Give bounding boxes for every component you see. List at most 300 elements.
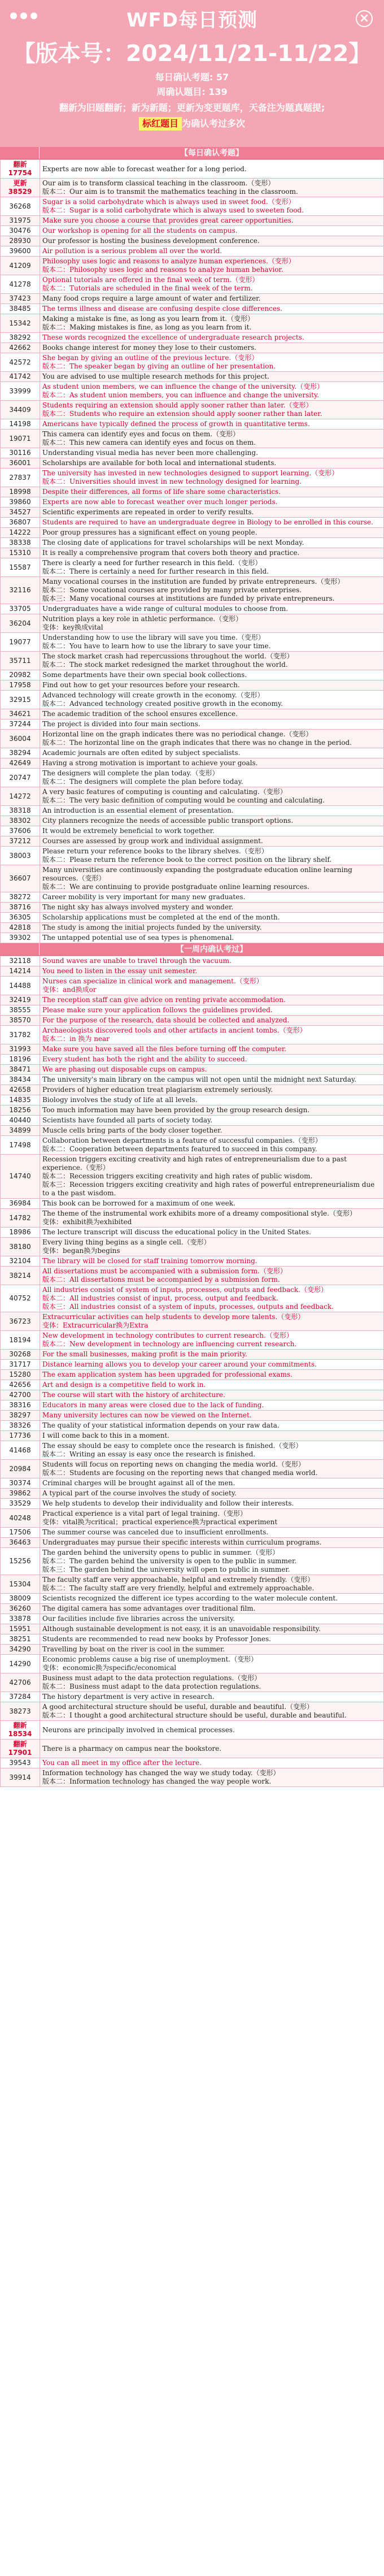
question-id: 33878 (1, 1614, 40, 1624)
window-dot-icon (20, 12, 27, 19)
question-text (40, 933, 384, 943)
question-line: 版本二：in 换为 near (42, 1035, 110, 1043)
table-row (1, 903, 384, 913)
table-row (1, 497, 384, 508)
table-row (1, 1075, 384, 1085)
question-text (40, 538, 384, 548)
table-row (1, 257, 384, 275)
daily-stat: 每日确认考题: 57 (155, 72, 229, 83)
table-row (1, 1312, 384, 1331)
version-label: 【版本号：2024/11/21-11/22】 (12, 41, 372, 67)
question-text (40, 401, 384, 419)
question-line: 变体：exhibit换为exhibited (42, 1218, 132, 1226)
table-row (1, 758, 384, 769)
question-text (40, 558, 384, 577)
table-row (1, 382, 384, 401)
question-text (40, 865, 384, 892)
question-text (40, 1634, 384, 1645)
question-text (40, 1431, 384, 1441)
question-id: 30374 (1, 1478, 40, 1489)
question-text (40, 847, 384, 865)
question-line: Courses are assessed by group work and individual assignment. (42, 837, 263, 845)
question-line: The untapped potential use of sea types is phenomenal. (42, 934, 234, 942)
question-id: 36984 (1, 1199, 40, 1209)
question-line: Too much information may have been provided by the group research design. (42, 1106, 310, 1114)
question-id: 40440 (1, 1116, 40, 1126)
question-id: 36001 (1, 458, 40, 469)
question-text (40, 314, 384, 333)
question-text (40, 1026, 384, 1044)
question-text (40, 913, 384, 923)
question-line: The garden behind the university opens to public in summer.（变形） (42, 1549, 280, 1556)
table-row (1, 294, 384, 304)
question-line: 版本三：All industries consist of a system of inputs, processes, outputs and feedback. (42, 1303, 334, 1311)
question-id: 36260 (1, 1604, 40, 1614)
question-text (40, 1065, 384, 1075)
question-text (40, 719, 384, 730)
question-line: 版本二：Some vocational courses are provided by many private enterprises. (42, 586, 302, 594)
question-text (40, 1655, 384, 1673)
question-text (40, 923, 384, 933)
question-text (40, 1614, 384, 1624)
question-id: 42658 (1, 1085, 40, 1095)
question-text (40, 333, 384, 343)
question-line: Although sustainable development is not easy, it is an unavoidable responsibility. (42, 1625, 321, 1633)
question-id: 32915 (1, 691, 40, 709)
question-text (40, 1126, 384, 1136)
question-line: Our facilities include five libraries across the university. (42, 1615, 235, 1623)
question-text (40, 995, 384, 1005)
question-line: The summer course was canceled due to insufficient enrollments. (42, 1528, 269, 1536)
question-text (40, 1267, 384, 1285)
question-line: Criminal charges will be brought against all of the men. (42, 1479, 235, 1487)
question-id: 30116 (1, 448, 40, 458)
question-line: The quality of your statistical information depends on your raw data. (42, 1421, 280, 1429)
question-line: Our professor is hosting the business development conference. (42, 237, 260, 245)
question-text (40, 1228, 384, 1238)
question-text (40, 892, 384, 903)
section-header (0, 943, 384, 956)
question-line: She began by giving an outline of the previous lecture.（变形） (42, 354, 259, 362)
question-text (40, 1155, 384, 1199)
question-line: 版本二：This new camera can identify eyes and focus on them. (42, 439, 256, 446)
question-id: 38009 (1, 1594, 40, 1604)
question-line: Sound waves are unable to travel through the vacuum. (42, 957, 232, 965)
section-header-title: 【每日确认考题】 (180, 149, 243, 158)
question-line: Students will focus on reporting news on changing the media world.（变形） (42, 1460, 305, 1468)
question-text (40, 1594, 384, 1604)
table-row (1, 1655, 384, 1673)
question-line: 版本二：The speaker began by giving an outline of her presentation. (42, 362, 276, 370)
question-line: The terms illness and disease are confusing despite close differences. (42, 305, 282, 313)
question-id: 39862 (1, 1489, 40, 1499)
table-row (1, 956, 384, 966)
table-row (1, 1199, 384, 1209)
question-text (40, 769, 384, 787)
question-id: 38180 (1, 1238, 40, 1256)
question-id: 33999 (1, 382, 40, 401)
question-line: It is really a comprehensive program that covers both theory and practice. (42, 549, 300, 557)
question-id: 40248 (1, 1509, 40, 1528)
table-row (1, 1499, 384, 1509)
question-line: 变体：and换成or (42, 986, 97, 994)
question-id: 15951 (1, 1624, 40, 1634)
question-line: Academic journals are often edited by subject specialists. (42, 749, 241, 757)
question-line: Find out how to get your resources before your research. (42, 681, 240, 689)
question-line: Understanding how to use the library will save you time.（变形） (42, 634, 265, 641)
question-id: 翻新18534 (1, 1721, 40, 1740)
legend-highlight-line (6, 116, 378, 131)
question-line: City planners recognize the needs of accessible public transport options. (42, 817, 294, 825)
question-text (40, 1673, 384, 1692)
question-id: 18256 (1, 1105, 40, 1116)
question-id: 38214 (1, 1267, 40, 1285)
question-id: 15256 (1, 1548, 40, 1575)
question-text (40, 1044, 384, 1055)
question-line: 版本二：Writing an essay is easy once the research is finished. (42, 1450, 256, 1458)
question-text (40, 246, 384, 257)
question-line: The closing date of applications for travel scholarships will be next Monday. (42, 539, 304, 547)
question-id: 38318 (1, 806, 40, 816)
table-row (1, 806, 384, 816)
question-id: 41278 (1, 275, 40, 294)
table-row (1, 246, 384, 257)
table-row (1, 1411, 384, 1421)
question-id: 14782 (1, 1209, 40, 1228)
question-text (40, 1645, 384, 1655)
question-id: 34899 (1, 1126, 40, 1136)
question-line: The project is divided into four main sections. (42, 720, 200, 728)
question-line: 版本三：Recession triggers exciting creativity and high rates of powerful entrepreneurialism due to a the past wisdom. (42, 1181, 375, 1197)
question-text (40, 1538, 384, 1548)
question-line: Practical experience is a vital part of legal training.（变形） (42, 1510, 247, 1517)
question-line: You need to listen in the essay unit semester. (42, 967, 198, 975)
question-text (40, 1758, 384, 1768)
question-line: Experts are now able to forecast weather over much longer periods. (42, 498, 278, 506)
question-text (40, 1390, 384, 1400)
question-text (40, 508, 384, 518)
question-id: 32104 (1, 1256, 40, 1267)
question-id: 17958 (1, 680, 40, 691)
table-row (1, 548, 384, 558)
table-row (1, 304, 384, 314)
question-text (40, 1421, 384, 1431)
table-row (1, 933, 384, 943)
question-id: 42818 (1, 923, 40, 933)
question-line: Recession triggers exciting creativity and high rates of entrepreneurialism due to a past experience.（变形） (42, 1155, 347, 1172)
question-id: 33705 (1, 604, 40, 614)
question-text (40, 419, 384, 430)
question-text (40, 758, 384, 769)
question-id: 32116 (1, 577, 40, 604)
question-id: 31782 (1, 1026, 40, 1044)
question-line: 版本二：Business must adapt to the data protection regulations. (42, 1682, 261, 1690)
question-id: 38485 (1, 304, 40, 314)
question-text (40, 1005, 384, 1016)
question-id: 34290 (1, 1645, 40, 1655)
table-row (1, 913, 384, 923)
table-row (1, 1095, 384, 1105)
question-id: 14222 (1, 528, 40, 538)
table-row (1, 458, 384, 469)
table-row (1, 1768, 384, 1787)
table-row (1, 691, 384, 709)
highlight-badge: 标红题目 (139, 117, 182, 131)
question-text (40, 226, 384, 236)
question-id: 34409 (1, 401, 40, 419)
question-text (40, 382, 384, 401)
question-id: 15310 (1, 548, 40, 558)
table-row (1, 1256, 384, 1267)
question-line: Making a mistake is fine, as long as you learn from it.（变形） (42, 315, 255, 323)
table-row (1, 1285, 384, 1312)
question-line: 版本三：The garden behind the university will open to public in summer. (42, 1565, 290, 1573)
question-line: 版本二：The garden behind the university is open to the public in summer. (42, 1557, 297, 1565)
question-line: Make sure you choose a course that provides great career opportunities. (42, 216, 294, 224)
question-line: 版本二：The very basic definition of computing would be counting and calculating. (42, 796, 325, 804)
table-row (1, 1005, 384, 1016)
question-text (40, 826, 384, 836)
question-id: 38003 (1, 847, 40, 865)
table-row (1, 1400, 384, 1411)
question-text (40, 1702, 384, 1721)
question-text (40, 1055, 384, 1065)
question-line: 版本二：All dissertations must be accompanied by a submission form. (42, 1276, 280, 1283)
question-line: The night sky has always involved mystery and wonder. (42, 903, 234, 911)
header-banner (0, 0, 384, 147)
question-id: 15304 (1, 1575, 40, 1594)
table-row (1, 1155, 384, 1199)
table-row (1, 275, 384, 294)
question-table (0, 159, 384, 943)
question-id: 20984 (1, 1460, 40, 1478)
close-icon[interactable]: × (356, 10, 373, 27)
question-line: 版本二：The faculty staff are very friendly, helpful and extremely approachable. (42, 1584, 315, 1592)
question-line: You can all meet in my office after the lecture. (42, 1759, 202, 1767)
question-id: 38338 (1, 538, 40, 548)
question-line: 版本二：Students are focusing on the reporting news that changed media world. (42, 1469, 318, 1477)
question-line: Philosophy uses logic and reasons to analyze human experiences.（变形） (42, 257, 295, 265)
page-title: WFD每日预测 (126, 9, 258, 32)
question-text (40, 1105, 384, 1116)
table-row (1, 1721, 384, 1740)
table-row (1, 1478, 384, 1489)
question-text (40, 1370, 384, 1380)
table-row (1, 1575, 384, 1594)
title-bar (6, 5, 378, 36)
table-row (1, 1026, 384, 1044)
question-line: Neurons are principally involved in chemical processes. (42, 1725, 235, 1734)
question-line: The faculty staff are very approachable, helpful and extremely friendly.（变形） (42, 1576, 315, 1584)
table-row (1, 1758, 384, 1768)
question-text (40, 680, 384, 691)
question-line: Many university lectures can now be viewed on the Internet. (42, 1411, 252, 1419)
question-text (40, 179, 384, 197)
question-line: 版本二：The designers will complete the plan before today. (42, 778, 243, 786)
question-id: 17736 (1, 1431, 40, 1441)
table-row (1, 353, 384, 372)
section-header (0, 147, 384, 159)
table-row (1, 528, 384, 538)
question-id: 38434 (1, 1075, 40, 1085)
table-row (1, 730, 384, 748)
question-id: 17506 (1, 1528, 40, 1538)
question-line: All dissertations must be accompanied with a submission form.（变形） (42, 1267, 287, 1275)
table-row (1, 892, 384, 903)
table-row (1, 1509, 384, 1528)
table-row (1, 448, 384, 458)
question-line: 版本二：Our aim is to transmit the mathematics teaching in the classroom. (42, 188, 298, 196)
question-line: Americans have typically defined the process of growth in quantitative terms. (42, 420, 310, 428)
table-row (1, 1624, 384, 1634)
table-row (1, 401, 384, 419)
table-row (1, 226, 384, 236)
question-text (40, 1624, 384, 1634)
question-id: 40752 (1, 1285, 40, 1312)
question-line: These words recognized the excellence of undergraduate research projects. (42, 333, 304, 341)
sections-container (0, 147, 384, 1787)
question-line: Poor group pressures has a significant effect on young people. (42, 528, 258, 536)
question-line: Archaeologists discovered tools and other artifacts in ancient tombs.（变形） (42, 1026, 307, 1034)
question-line: Nutrition plays a key role in athletic performance.（变形） (42, 615, 243, 623)
question-text (40, 806, 384, 816)
question-line: I will come back to this in a moment. (42, 1432, 170, 1439)
table-row (1, 826, 384, 836)
question-text (40, 1075, 384, 1085)
question-line: 版本二：Cooperation between departments featured to succeed in this company. (42, 1145, 317, 1153)
question-id: 18194 (1, 1331, 40, 1350)
question-id: 19071 (1, 430, 40, 448)
question-text (40, 1489, 384, 1499)
question-text (40, 1238, 384, 1256)
legend-notice: 翻新为旧题翻新；新为新题；更新为变更题库，天备注为题真题提; (59, 102, 325, 113)
question-id: 27837 (1, 469, 40, 487)
question-line: The lecture transcript will discuss the educational policy in the United States. (42, 1228, 311, 1236)
question-id: 41468 (1, 1441, 40, 1460)
question-id: 36004 (1, 730, 40, 748)
question-line: Experts are now able to forecast weather for a long period. (42, 164, 247, 173)
window-controls (10, 12, 37, 19)
table-row (1, 518, 384, 528)
question-text (40, 216, 384, 226)
table-row (1, 1431, 384, 1441)
question-text (40, 275, 384, 294)
question-line: The study is among the initial projects funded by the university. (42, 923, 262, 931)
question-text (40, 528, 384, 538)
table-row (1, 236, 384, 246)
question-text (40, 787, 384, 806)
question-line: 版本二：Sugar is a solid carbohydrate which is always used to sweeten food. (42, 206, 304, 214)
question-line: Our aim is to transform classical teaching in the classroom.（变形） (42, 179, 275, 187)
question-id: 36268 (1, 197, 40, 216)
table-row (1, 577, 384, 604)
question-line: 版本二：Tutorials are scheduled in the final week of the term. (42, 284, 253, 292)
weekly-stat: 周确认题目: 139 (156, 86, 228, 97)
question-line: 版本二：All industries consist of input, process, output and feedback. (42, 1294, 278, 1302)
question-line: The exam application system has been upgraded for professional exams. (42, 1371, 293, 1378)
question-id: 35711 (1, 652, 40, 670)
question-id: 38471 (1, 1065, 40, 1075)
question-text (40, 548, 384, 558)
question-line: Having a strong motivation is important to achieve your goals. (42, 759, 258, 767)
question-line: Many food crops require a large amount of water and fertilizer. (42, 294, 261, 302)
table-row (1, 836, 384, 847)
table-row (1, 508, 384, 518)
question-text (40, 730, 384, 748)
question-line: You are advised to use multiple research methods for this project. (42, 372, 269, 380)
question-line: The digital camera has some advantages over traditional film. (42, 1604, 256, 1612)
table-row (1, 314, 384, 333)
table-row (1, 430, 384, 448)
question-line: 版本二：New development in technology are influencing current research. (42, 1340, 297, 1348)
question-line: The designers will complete the plan today.（变形） (42, 769, 219, 777)
table-row (1, 1065, 384, 1075)
table-row (1, 1370, 384, 1380)
question-text (40, 1604, 384, 1614)
question-line: Scholarships are available for both local and international students. (42, 459, 277, 467)
question-line: Every student has both the right and the ability to succeed. (42, 1055, 247, 1063)
question-line: Some departments have their own special book collections. (42, 671, 247, 679)
question-id: 36463 (1, 1538, 40, 1548)
question-line: Many universities are continuously expanding the postgraduate education online learning resources.（变形） (42, 866, 352, 882)
question-id: 32118 (1, 956, 40, 966)
question-text (40, 458, 384, 469)
table-row (1, 1548, 384, 1575)
question-id: 14272 (1, 787, 40, 806)
table-row (1, 1702, 384, 1721)
question-id: 39543 (1, 1758, 40, 1768)
question-id: 37212 (1, 836, 40, 847)
question-id: 18986 (1, 1228, 40, 1238)
question-id: 14835 (1, 1095, 40, 1105)
question-text (40, 1400, 384, 1411)
question-line: Make sure you have saved all the files before turning off the computer. (42, 1045, 287, 1053)
table-row (1, 1673, 384, 1692)
question-text (40, 1331, 384, 1350)
question-line: 版本二：Making mistakes is fine, as long as you learn from it. (42, 323, 252, 331)
question-text (40, 304, 384, 314)
table-row (1, 1645, 384, 1655)
question-text (40, 748, 384, 758)
table-row (1, 748, 384, 758)
window-dot-icon (10, 12, 17, 19)
question-text (40, 1085, 384, 1095)
question-id: 38316 (1, 1400, 40, 1411)
question-id: 28930 (1, 236, 40, 246)
table-row (1, 847, 384, 865)
question-line: 版本三：Many vocational courses at institutions are funded by private entrepreneurs. (42, 595, 335, 602)
question-line: This camera can identify eyes and focus on them.（变形） (42, 430, 240, 438)
question-text (40, 497, 384, 508)
table-row (1, 1116, 384, 1126)
table-row (1, 652, 384, 670)
table-row (1, 343, 384, 353)
question-text (40, 966, 384, 977)
question-text (40, 448, 384, 458)
question-text (40, 1692, 384, 1702)
question-text (40, 1312, 384, 1331)
question-id: 14290 (1, 1655, 40, 1673)
table-row (1, 787, 384, 806)
table-row (1, 1228, 384, 1238)
question-line: 变体：began换为begins (42, 1247, 120, 1255)
question-line: 版本二：Information technology has changed the way people work. (42, 1777, 272, 1785)
question-line: The university has invested in new technologies designed to support learning.（变形） (42, 469, 339, 477)
question-line: Understanding visual media has never been more challenging. (42, 449, 258, 457)
question-id: 36723 (1, 1312, 40, 1331)
question-text (40, 652, 384, 670)
question-id: 18998 (1, 487, 40, 497)
